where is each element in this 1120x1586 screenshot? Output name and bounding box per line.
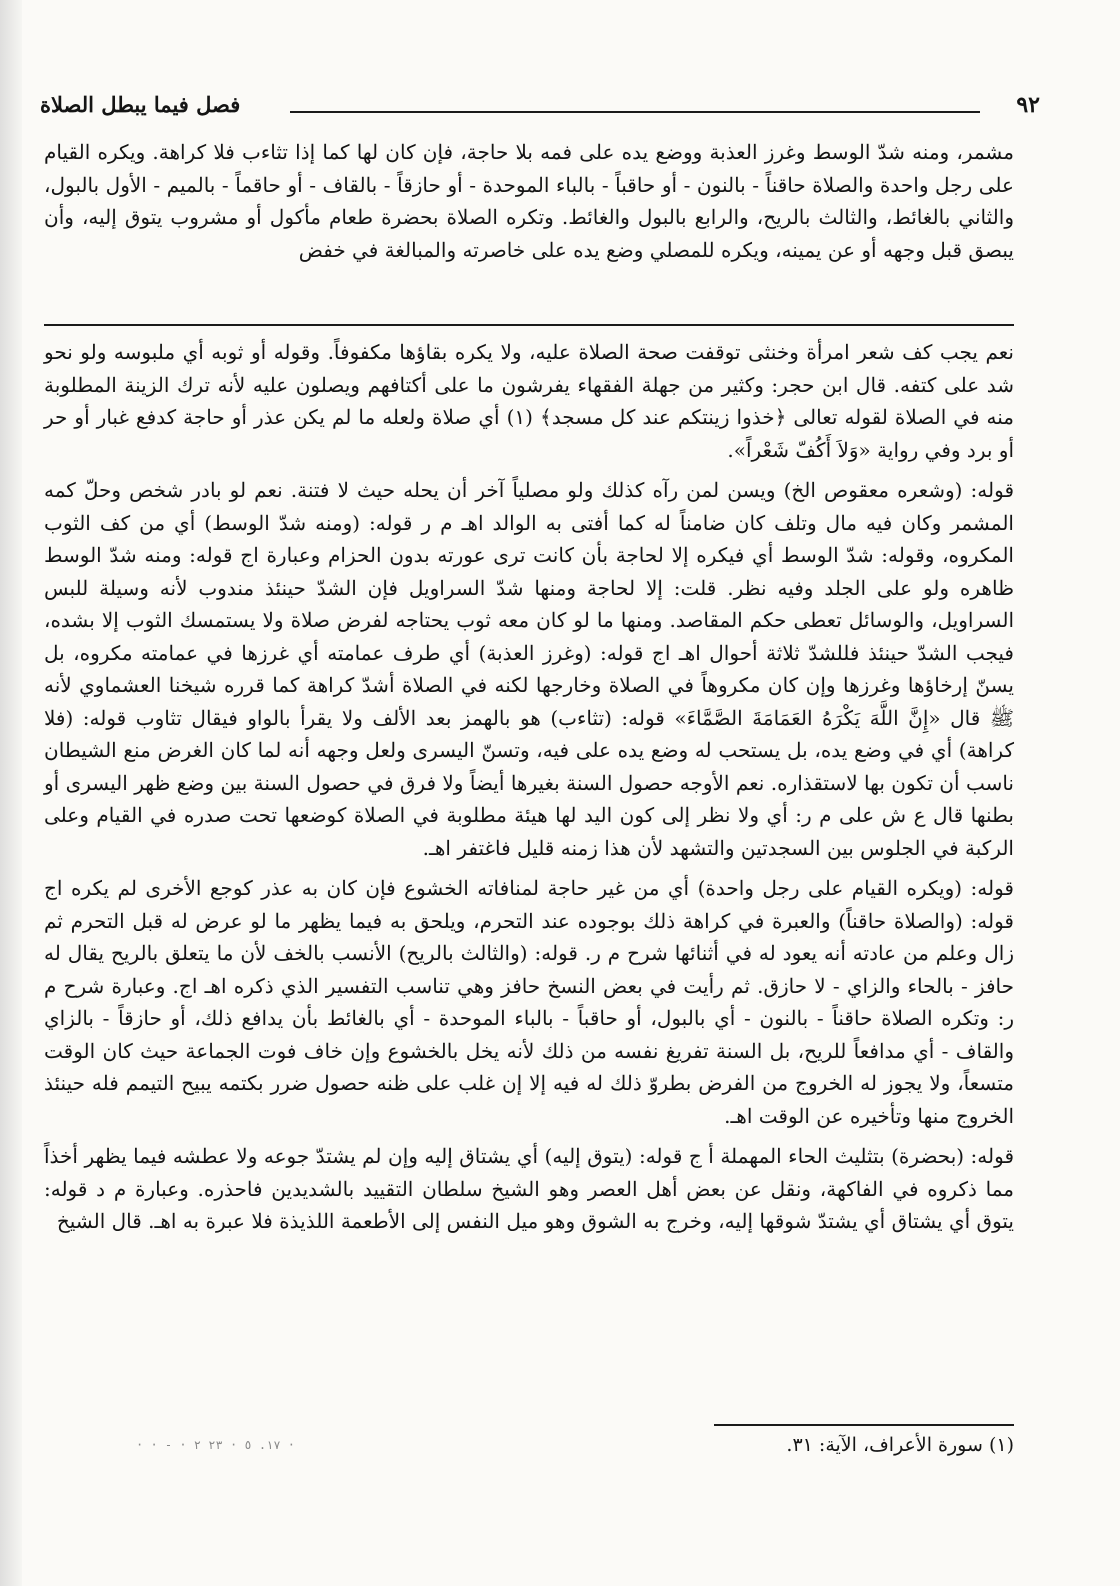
commentary-paragraph: قوله: (ويكره القيام على رجل واحدة) أي من غير حاجة لمنافاته الخشوع فإن كان به عذر كوجع الأخرى لم يكره اج قوله: (والصلاة حاقناً) والعبرة في كراهة ذلك بوجوده عند التحرم، ويلحق به فيما يظهر ما لو عرض له قبل التحرم ثم زال وعلم من عادته أنه يعود له في أثنائها شرح م ر. قوله: (والثالث بالريح) الأنسب بالخف لأن ما يتعلق بالريح يقال له حافز - بالحاء والزاي - لا حازق. ثم رأيت في بعض النسخ حافز وهي تناسب التفسير الذي ذكره اهـ اج. وعبارة شرح م ر: وتكره الصلاة حاقناً - بالنون - أي بالبول، أو حاقباً - بالباء الموحدة - أي بالغائط بأن يدافع ذلك، أو حازقاً - بالزاي والقاف - أي مدافعاً للريح، بل السنة تفريغ نفسه من ذلك لأنه يخل بالخشوع وإن خاف فوت الجماعة حيث كان الوقت متسعاً، ولا يجوز له الخروج من الفرض بطروّ ذلك له فيه إلا إن غلب على ظنه حصول ضرر بكتمه يبيح التيمم فله حينئذ الخروج منها وتأخيره عن الوقت اهـ. [44,876,1015,1128]
page-header [40,92,1040,132]
commentary-divider [44,324,1014,326]
footnote: (١) سورة الأعراف، الآية: ٣١. [786,1434,1014,1456]
chapter-title: فصل فيما يبطل الصلاة [40,92,241,117]
header-rule [290,111,980,113]
main-text: مشمر، ومنه شدّ الوسط وغرز العذبة ووضع يده على فمه بلا حاجة، فإن كان لها كما إذا تثاءب فلا كراهة. ويكره القيام على رجل واحدة والصلاة حاقناً - بالنون - أو حاقباً - بالباء الموحدة - أو حازقاً - بالقاف - أو حاقماً - بالميم - الأول بالبول، والثاني بالغائط، والثالث بالريح، والرابع بالبول والغائط. وتكره الصلاة بحضرة طعام مأكول أو مشروب يتوق إليه، وأن يبصق قبل وجهه أو عن يمينه، ويكره للمصلي وضع يده على خاصرته والمبالغة في خفض [44,140,1014,262]
page-edge-scan-shadow [0,0,22,1586]
commentary [44,336,1014,1246]
commentary-paragraph: نعم يجب كف شعر امرأة وخنثى توقفت صحة الصلاة عليه، ولا يكره بقاؤها مكفوفاً. وقوله أو ثوبه أي ملبوسه ولو نحو شد على كتفه. قال ابن حجر: وكثير من جهلة الفقهاء يفرشون ما على أكتافهم ويصلون عليه لأنه ترك الزينة المطلوبة منه في الصلاة لقوله تعالى ﴿خذوا زينتكم عند كل مسجد﴾ (١) أي صلاة ولعله ما لم يكن عذر أو حاجة كدفع غبار أو حر أو برد وفي رواية «وَلاَ أَكُفّ شَعْراً». [44,340,1014,462]
footnote-divider [714,1424,1014,1426]
page-number: ٩٢ [1016,92,1040,118]
commentary-paragraph: قوله: (وشعره معقوص الخ) ويسن لمن رآه كذلك ولو مصلياً آخر أن يحله حيث لا فتنة. نعم لو بادر شخص وحلّ كمه المشمر وكان فيه مال وتلف كان ضامناً له كما أفتى به الوالد اهـ م ر قوله: (ومنه شدّ الوسط) أي من كف الثوب المكروه، وقوله: شدّ الوسط أي فيكره إلا لحاجة بأن كانت ترى عورته بدون الحزام وعبارة اج قوله: ومنه شدّ الوسط ظاهره ولو على الجلد وفيه نظر. قلت: إلا لحاجة ومنها شدّ السراويل فإن الشدّ حينئذ مندوب لأنه وسيلة للبس السراويل، والوسائل تعطى حكم المقاصد. ومنها ما لو كان معه ثوب يحتاجه لفرض صلاة ولا يستمسك الثوب إلا بشده، فيجب الشدّ حينئذ فللشدّ ثلاثة أحوال اهـ اج قوله: (وغرز العذبة) أي طرف عمامته أي غرزها في عمامته مكروه، بل يسنّ إرخاؤها وغرزها وإن كان مكروهاً في الصلاة وخارجها لكنه في الصلاة أشدّ كراهة كما قرره شيخنا العشماوي لأنه ﷺ قال «إِنَّ اللَّهَ يَكْرَهُ العَمَامَةَ الصَّمَّاءَ» قوله: (تثاءب) هو بالهمز بعد الألف ولا يقرأ بالواو فيقال تثاوب قوله: (فلا كراهة) أي في وضع يده، بل يستحب له وضع يده على فيه، وتسنّ اليسرى ولعل وجهه أنه لما كان الغرض منع الشيطان ناسب أن تكون بها لاستقذاره. نعم الأوجه حصول السنة بغيرها أيضاً ولا فرق في حصول السنة بين وضع ظهر اليسرى أو بطنها قال ع ش على م ر: أي ولا نظر إلى كون اليد لها هيئة مطلوبة في الصلاة كوضعها تحت صدره في القيام وعلى الركبة في الجلوس بين السجدتين والتشهد لأن هذا زمنه قليل فاغتفر اهـ. [44,478,1014,860]
page-code: · · - · ١٧. ٥ · ٢٣ ٢ · [136,1438,295,1452]
commentary-paragraph: قوله: (بحضرة) بتثليث الحاء المهملة أ ج قوله: (يتوق إليه) أي يشتاق إليه وإن لم يشتدّ جوعه ولا عطشه فيما يظهر أخذاً مما ذكروه في الفاكهة، ونقل عن بعض أهل العصر وهو الشيخ سلطان التقييد بالشديدين فاحذره. وعبارة م د قوله: يتوق أي يشتاق أي يشتدّ شوقها إليه، وخرج به الشوق وهو ميل النفس إلى الأطعمة اللذيذة فلا عبرة به اهـ. قال الشيخ [44,1144,1014,1233]
